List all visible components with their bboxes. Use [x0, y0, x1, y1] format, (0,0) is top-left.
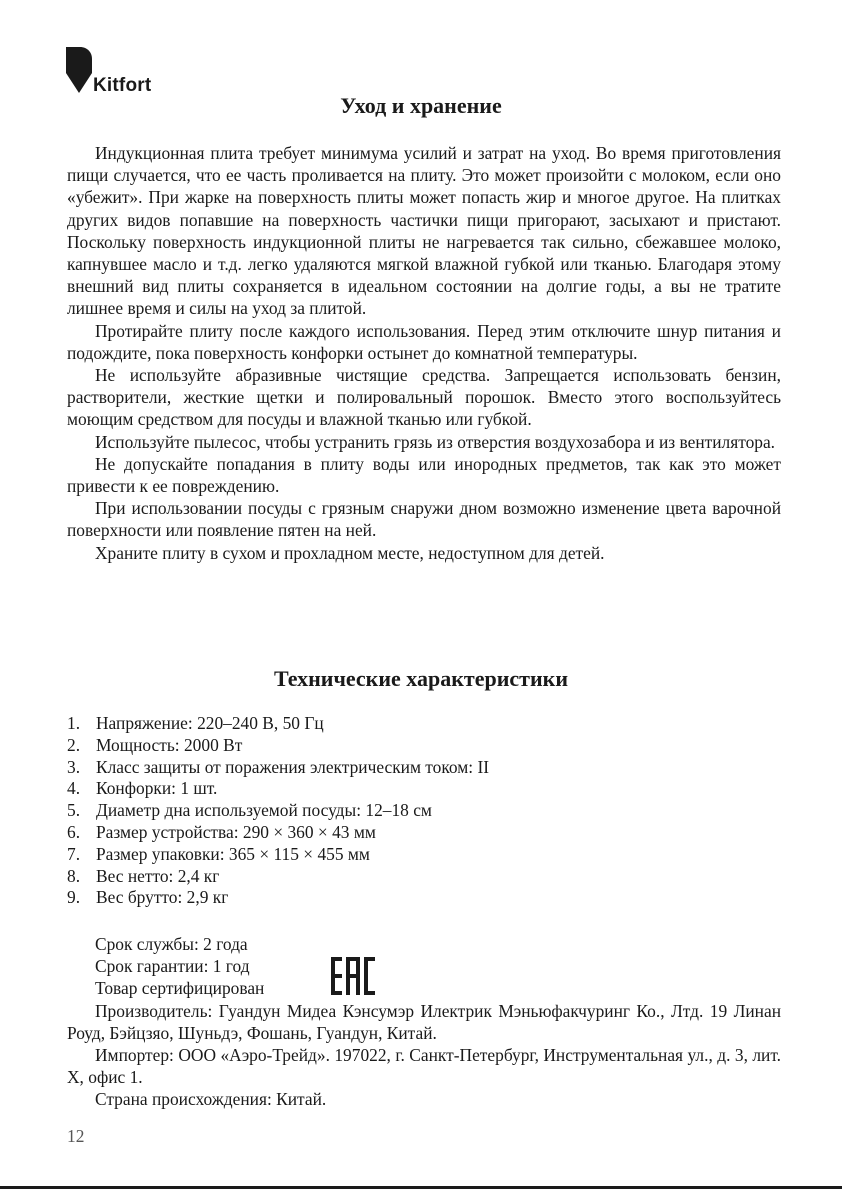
spec-number: 9.: [67, 887, 81, 908]
spec-item: [67, 778, 781, 800]
page-number: 12: [67, 1126, 85, 1146]
service-life: Срок службы: 2 года: [95, 934, 248, 954]
eac-certification-icon: [331, 957, 375, 995]
spec-text: Вес нетто: 2,4 кг: [96, 865, 220, 886]
spec-text: Диаметр дна используемой посуды: 12–18 см: [96, 800, 432, 821]
spec-number: 6.: [67, 821, 81, 842]
product-info: [67, 933, 781, 1111]
spec-text: Конфорки: 1 шт.: [96, 778, 218, 799]
care-paragraph: При использовании посуды с грязным снаружи дном возможно изменение цвета варочной поверхности или появление пятен на ней.: [67, 498, 781, 541]
care-paragraph: Не допускайте попадания в плиту воды или инородных предметов, так как это может привести к ее повреждению.: [67, 453, 781, 497]
care-paragraph: Индукционная плита требует минимума усилий и затрат на уход. Во время приготовления пищи случается, что ее часть проливается на плиту. Это может произойти с молоком, если оно «убежит». При жарке на поверхность плиты может попасть жир и многое другое. На плитках других видов попавшие на поверхность частички пищи пригорают, засыхают и пристают. Поскольку поверхность индукционной плиты не нагревается так сильно, сбежавшее молоко, капнувшее масло и т.д. легко удаляются мягкой влажной губкой или тканью. Благодаря этому внешний вид плиты сохраняется в идеальном состоянии на долгие годы, а вы не тратите лишнее время и силы на уход за плитой.: [67, 143, 781, 319]
spec-number: 1.: [67, 713, 81, 733]
importer: Импортер: ООО «Аэро-Трейд». 197022, г. Санкт-Петербург, Инструментальная ул., д. 3, лит. Х, офис 1.: [67, 1045, 781, 1088]
spec-text: Напряжение: 220–240 В, 50 Гц: [96, 713, 324, 733]
certified-note: Товар сертифицирован: [95, 978, 265, 999]
spec-number: 2.: [67, 734, 81, 755]
spec-text: Класс защиты от поражения электрическим током: II: [96, 756, 490, 777]
care-paragraph: Протирайте плиту после каждого использования. Перед этим отключите шнур питания и подождите, пока поверхность конфорки остынет до комнатной температуры.: [67, 320, 781, 363]
care-paragraph: Используйте пылесос, чтобы устранить грязь из отверстия воздухозабора и из вентилятора.: [95, 431, 776, 452]
warranty: Срок гарантии: 1 год: [95, 956, 250, 977]
care-section-body: [67, 142, 781, 564]
spec-item: [67, 800, 781, 822]
spec-number: 4.: [67, 778, 81, 799]
spec-item: [67, 735, 781, 757]
spec-item: [67, 713, 781, 735]
spec-text: Мощность: 2000 Вт: [96, 734, 243, 755]
care-paragraph: Не используйте абразивные чистящие средства. Запрещается использовать бензин, растворители, жесткие щетки и полировальный порошок. Вместо этого воспользуйтесь моющим средством для посуды и влажной тканью или губкой.: [67, 365, 781, 430]
spec-item: [67, 866, 781, 888]
spec-number: 8.: [67, 865, 81, 886]
spec-item: [67, 822, 781, 844]
spec-item: [67, 757, 781, 779]
brand-logo: [66, 47, 166, 97]
country-of-origin: Страна происхождения: Китай.: [95, 1089, 327, 1110]
spec-number: 5.: [67, 800, 81, 821]
kitfort-logo-icon: [66, 47, 92, 93]
care-paragraph: Храните плиту в сухом и прохладном месте, недоступном для детей.: [95, 542, 605, 563]
brand-name: Kitfort: [93, 75, 152, 96]
specs-section-title: Технические характеристики: [273, 666, 569, 691]
spec-item: [67, 844, 781, 866]
spec-number: 7.: [67, 843, 81, 864]
spec-text: Размер устройства: 290 × 360 × 43 мм: [96, 821, 376, 842]
care-section-title: Уход и хранение: [340, 93, 502, 118]
manufacturer: Производитель: Гуандун Мидеа Кэнсумэр Илектрик Мэньюфакчуринг Ко., Лтд. 19 Линан Роуд, Бэйцзяо, Шуньдэ, Фошань, Гуандун, Китай.: [67, 1000, 781, 1043]
spec-item: [67, 887, 781, 909]
spec-number: 3.: [67, 756, 81, 777]
specs-list: [67, 713, 781, 909]
spec-text: Вес брутто: 2,9 кг: [96, 887, 229, 908]
spec-text: Размер упаковки: 365 × 115 × 455 мм: [96, 843, 370, 864]
